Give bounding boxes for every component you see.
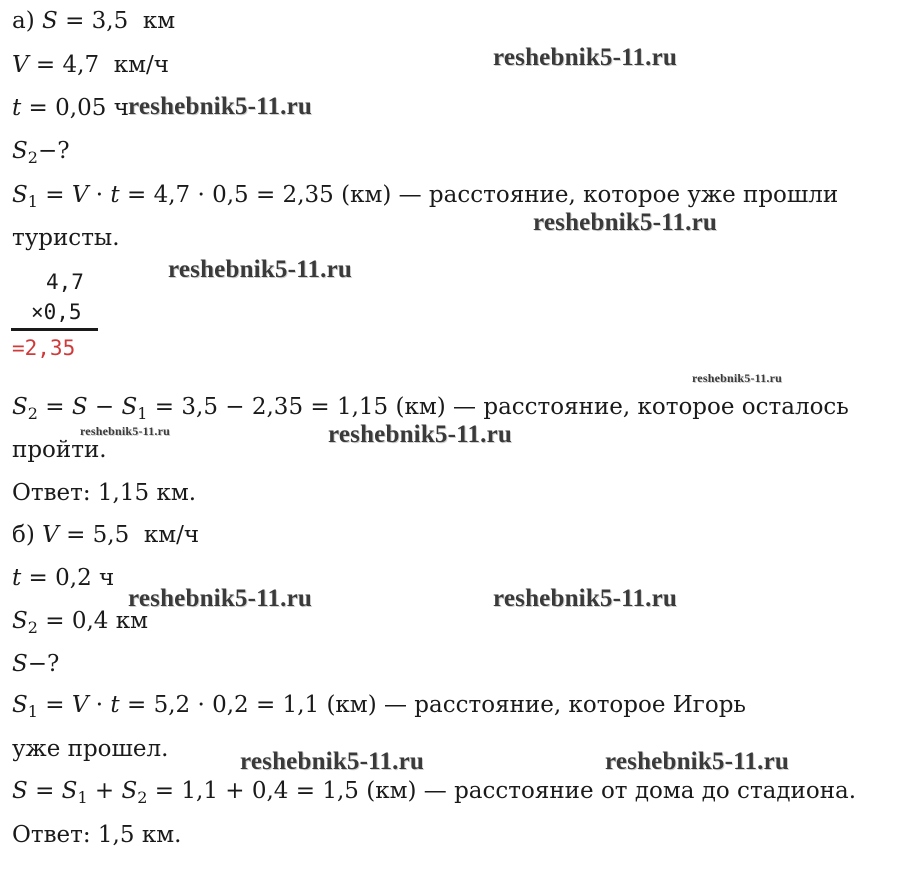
b-s-formula: $S = S_1 + S_2 = 1,1 + 0,4 = 1,5$ (км) — расстояние от дома до стадиона. [12,778,857,807]
watermark: reshebnik5-11.ru [128,93,313,120]
b-given-t: t = 0,2 ч [12,565,115,591]
a-given-v: V = 4,7 км/ч [12,52,169,78]
a-s1-desc-cont: туристы. [12,225,120,251]
b-answer: Ответ: 1,5 км. [12,822,182,848]
watermark-small: reshebnik5-11.ru [80,424,170,438]
watermark-small: reshebnik5-11.ru [692,371,782,385]
b-given-v: б) V = 5,5 км/ч [12,522,200,548]
b-unknown-s: S−? [12,651,60,677]
a-given-t: t = 0,05 ч [12,95,129,121]
a-answer: Ответ: 1,15 км. [12,480,197,506]
watermark: reshebnik5-11.ru [240,748,425,775]
b-s1-desc-cont: уже прошел. [12,736,169,762]
a-unknown-s2: $S_2-$? [12,138,70,167]
a-given-s: а) S = 3,5 км [12,8,176,34]
watermark: reshebnik5-11.ru [328,421,513,448]
watermark: reshebnik5-11.ru [493,585,678,612]
watermark: reshebnik5-11.ru [533,209,718,236]
a-s2-desc-cont: пройти. [12,437,107,463]
watermark: reshebnik5-11.ru [605,748,790,775]
b-s1-formula: $S_1 = V \cdot t = 5,2 \cdot 0,2 = 1,1$ (км) — расстояние, которое Игорь [12,692,746,721]
column-divider-line [11,328,98,331]
a-s2-formula: $S_2 = S - S_1 = 3,5 - 2,35 = 1,15$ (км) — расстояние, которое осталось [12,394,849,423]
watermark: reshebnik5-11.ru [493,44,678,71]
column-result: =2,35 [12,336,76,360]
column-top-number: 4,7 [46,270,84,294]
watermark: reshebnik5-11.ru [128,585,313,612]
watermark: reshebnik5-11.ru [168,256,353,283]
a-s1-formula: $S_1 = V \cdot t = 4,7 \cdot 0,5 = 2,35$ (км) — расстояние, которое уже прошли [12,182,839,211]
column-multiplier: ×0,5 [31,300,82,324]
b-given-s2: $S_2 = 0,4$ км [12,608,149,637]
